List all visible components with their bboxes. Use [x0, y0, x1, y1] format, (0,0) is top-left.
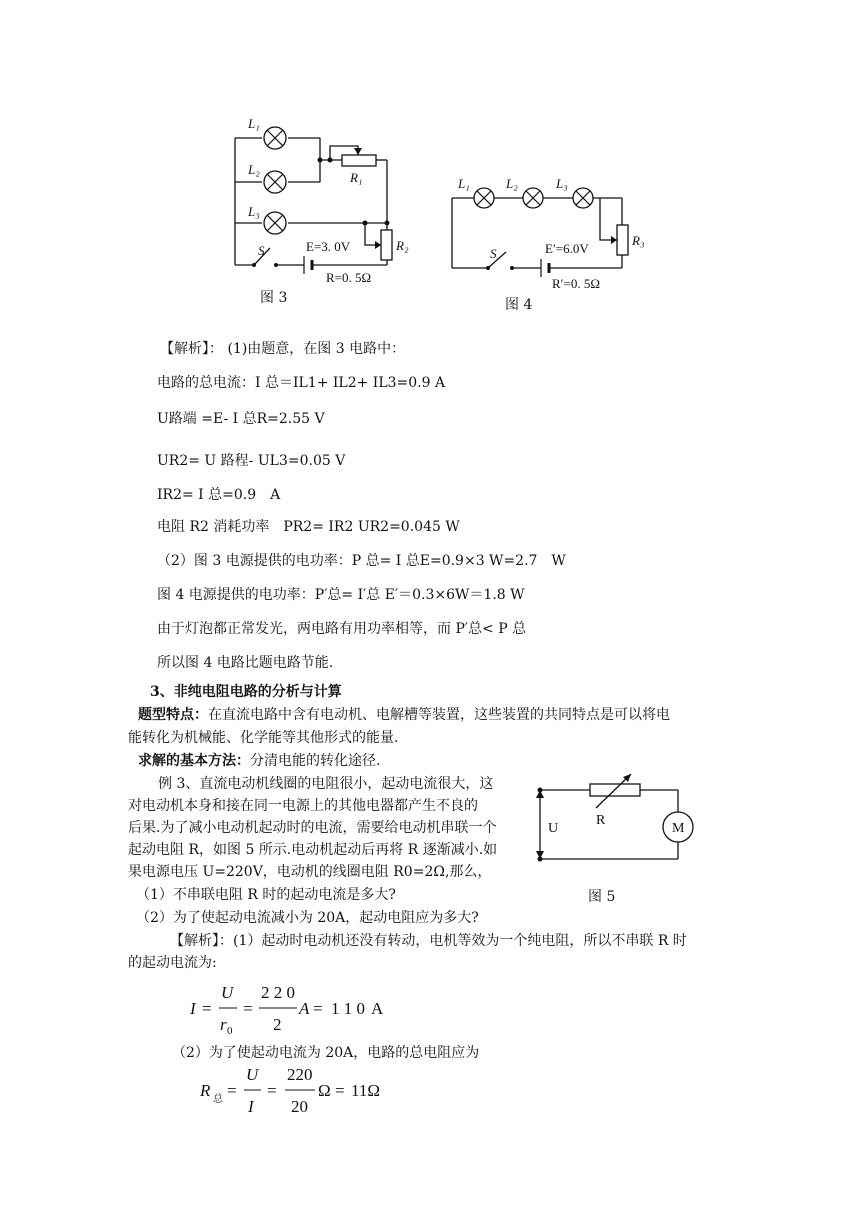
fig3-label-l1: L₁ [248, 116, 260, 131]
svg-text:A: A [371, 999, 384, 1018]
svg-text:1 1 0: 1 1 0 [331, 999, 365, 1018]
svg-text:=: = [267, 1081, 277, 1100]
section3-method-line [138, 752, 380, 770]
figure-5-caption: 图 5 [588, 889, 616, 905]
svg-text:=: = [202, 999, 212, 1018]
section3-features-line2: 能转化为机械能、化学能等其他形式的能量. [128, 730, 399, 746]
svg-text:I: I [190, 999, 196, 1018]
solution1-line6: （2）图 3 电源提供的电功率：P 总= I 总E=0.9×3 W=2.7 W [157, 553, 566, 569]
fig5-label-m: M [672, 821, 685, 836]
svg-text:2: 2 [273, 1015, 282, 1034]
solution1-line3: UR2= U 路程- UL3=0.05 V [157, 453, 346, 469]
fig3-label-r2: R₂ [396, 238, 409, 253]
svg-text:I: I [248, 1097, 254, 1116]
figure-4-caption: 图 4 [505, 297, 533, 313]
svg-text:A: A [299, 999, 310, 1018]
example3-line1: 例 3、直流电动机线圈的电阻很小，起动电流很大，这 [158, 776, 494, 792]
example3-line5: 果电源电压 U=220V，电动机的线圈电阻 R0=2Ω,那么， [128, 864, 492, 880]
fig4-label-l1: L₁ [458, 176, 470, 191]
svg-text:总: 总 [213, 1094, 223, 1105]
figure-3-circuit [220, 110, 430, 315]
svg-text:11Ω: 11Ω [351, 1081, 381, 1100]
fig3-label-l3: L₃ [248, 204, 260, 219]
fig3-label-s: S [258, 243, 265, 258]
features-label: 题型特点： [138, 707, 208, 723]
figure-3-caption: 图 3 [260, 290, 288, 306]
svg-text:U: U [221, 983, 234, 1002]
fig4-label-l3: L₃ [556, 176, 568, 191]
example3-line3: 后果.为了减小电动机起动时的电流，需要给电动机串联一个 [128, 820, 497, 836]
svg-text:0: 0 [227, 1025, 233, 1037]
example3-line2: 对电动机本身和接在同一电源上的其他电器都产生不良的 [128, 798, 478, 814]
fig3-label-r: R=0. 5Ω [326, 270, 372, 285]
fig4-label-s: S [490, 246, 497, 261]
fig4-label-r3: R₃ [632, 233, 645, 248]
example3-line4: 起动电阻 R，如图 5 所示.电动机起动后再将 R 逐渐减小.如 [128, 842, 498, 858]
example3-question2: （2）为了使起动电流减小为 20A，起动电阻应为多大? [136, 910, 479, 926]
svg-text:=: = [227, 1081, 237, 1100]
svg-text:=: = [335, 1081, 345, 1100]
svg-text:220: 220 [287, 1065, 313, 1084]
solution1-line5: 电阻 R2 消耗功率 PR2= IR2 UR2=0.045 W [157, 519, 460, 535]
svg-text:r: r [220, 1015, 227, 1034]
solution1-line2: U路端 =E- I 总R=2.55 V [157, 411, 325, 427]
solution1-heading: 【解析】： (1)由题意，在图 3 电路中： [160, 341, 406, 357]
svg-text:U: U [246, 1065, 259, 1084]
formula-2 [195, 1062, 385, 1124]
svg-text:R: R [200, 1081, 211, 1100]
solution2-line3: （2）为了使起动电流为 20A，电路的总电阻应为 [172, 1045, 480, 1061]
fig4-label-l2: L₂ [506, 176, 518, 191]
svg-text:Ω: Ω [318, 1081, 331, 1100]
fig5-label-r: R [596, 813, 606, 828]
solution1-line7: 图 4 电源提供的电功率：P′总= I′总 E′＝0.3×6W＝1.8 W [157, 587, 525, 603]
solution2-line1: 【解析】：(1）起动时电动机还没有转动，电机等效为一个纯电阻，所以不串联 R 时 [170, 933, 687, 949]
solution1-line4: IR2= I 总=0.9 A [157, 487, 281, 503]
fig4-label-r: R′=0. 5Ω [552, 276, 601, 291]
figure-4-circuit [440, 170, 660, 295]
svg-text:=: = [243, 999, 253, 1018]
solution2-line2: 的起动电流为: [128, 955, 217, 971]
solution1-line8: 由于灯泡都正常发光，两电路有用功率相等，而 P′总< P 总 [157, 621, 527, 637]
fig3-label-e: E=3. 0V [306, 239, 351, 254]
svg-text:=: = [313, 999, 323, 1018]
svg-text:2 2 0: 2 2 0 [261, 983, 295, 1002]
fig3-label-l2: L₂ [248, 162, 260, 177]
formula-1 [185, 978, 395, 1040]
fig3-label-r1: R₁ [350, 170, 363, 185]
fig4-label-e: E′=6.0V [545, 241, 589, 256]
example3-question1: （1）不串联电阻 R 时的起动电流是多大? [136, 887, 396, 903]
method-label: 求解的基本方法： [138, 753, 250, 769]
solution1-line1: 电路的总电流：I 总＝IL1+ IL2+ IL3=0.9 A [157, 375, 446, 391]
solution1-line9: 所以图 4 电路比题电路节能. [157, 655, 334, 671]
figure-5-circuit [528, 770, 708, 870]
section3-features-line1 [138, 706, 670, 724]
features-text1: 在直流电路中含有电动机、电解槽等装置，这些装置的共同特点是可以将电 [208, 707, 670, 723]
fig5-label-u: U [548, 821, 559, 836]
method-text: 分清电能的转化途径. [250, 753, 381, 769]
svg-text:20: 20 [291, 1097, 308, 1116]
section3-title: 3、非纯电阻电路的分析与计算 [150, 684, 342, 700]
